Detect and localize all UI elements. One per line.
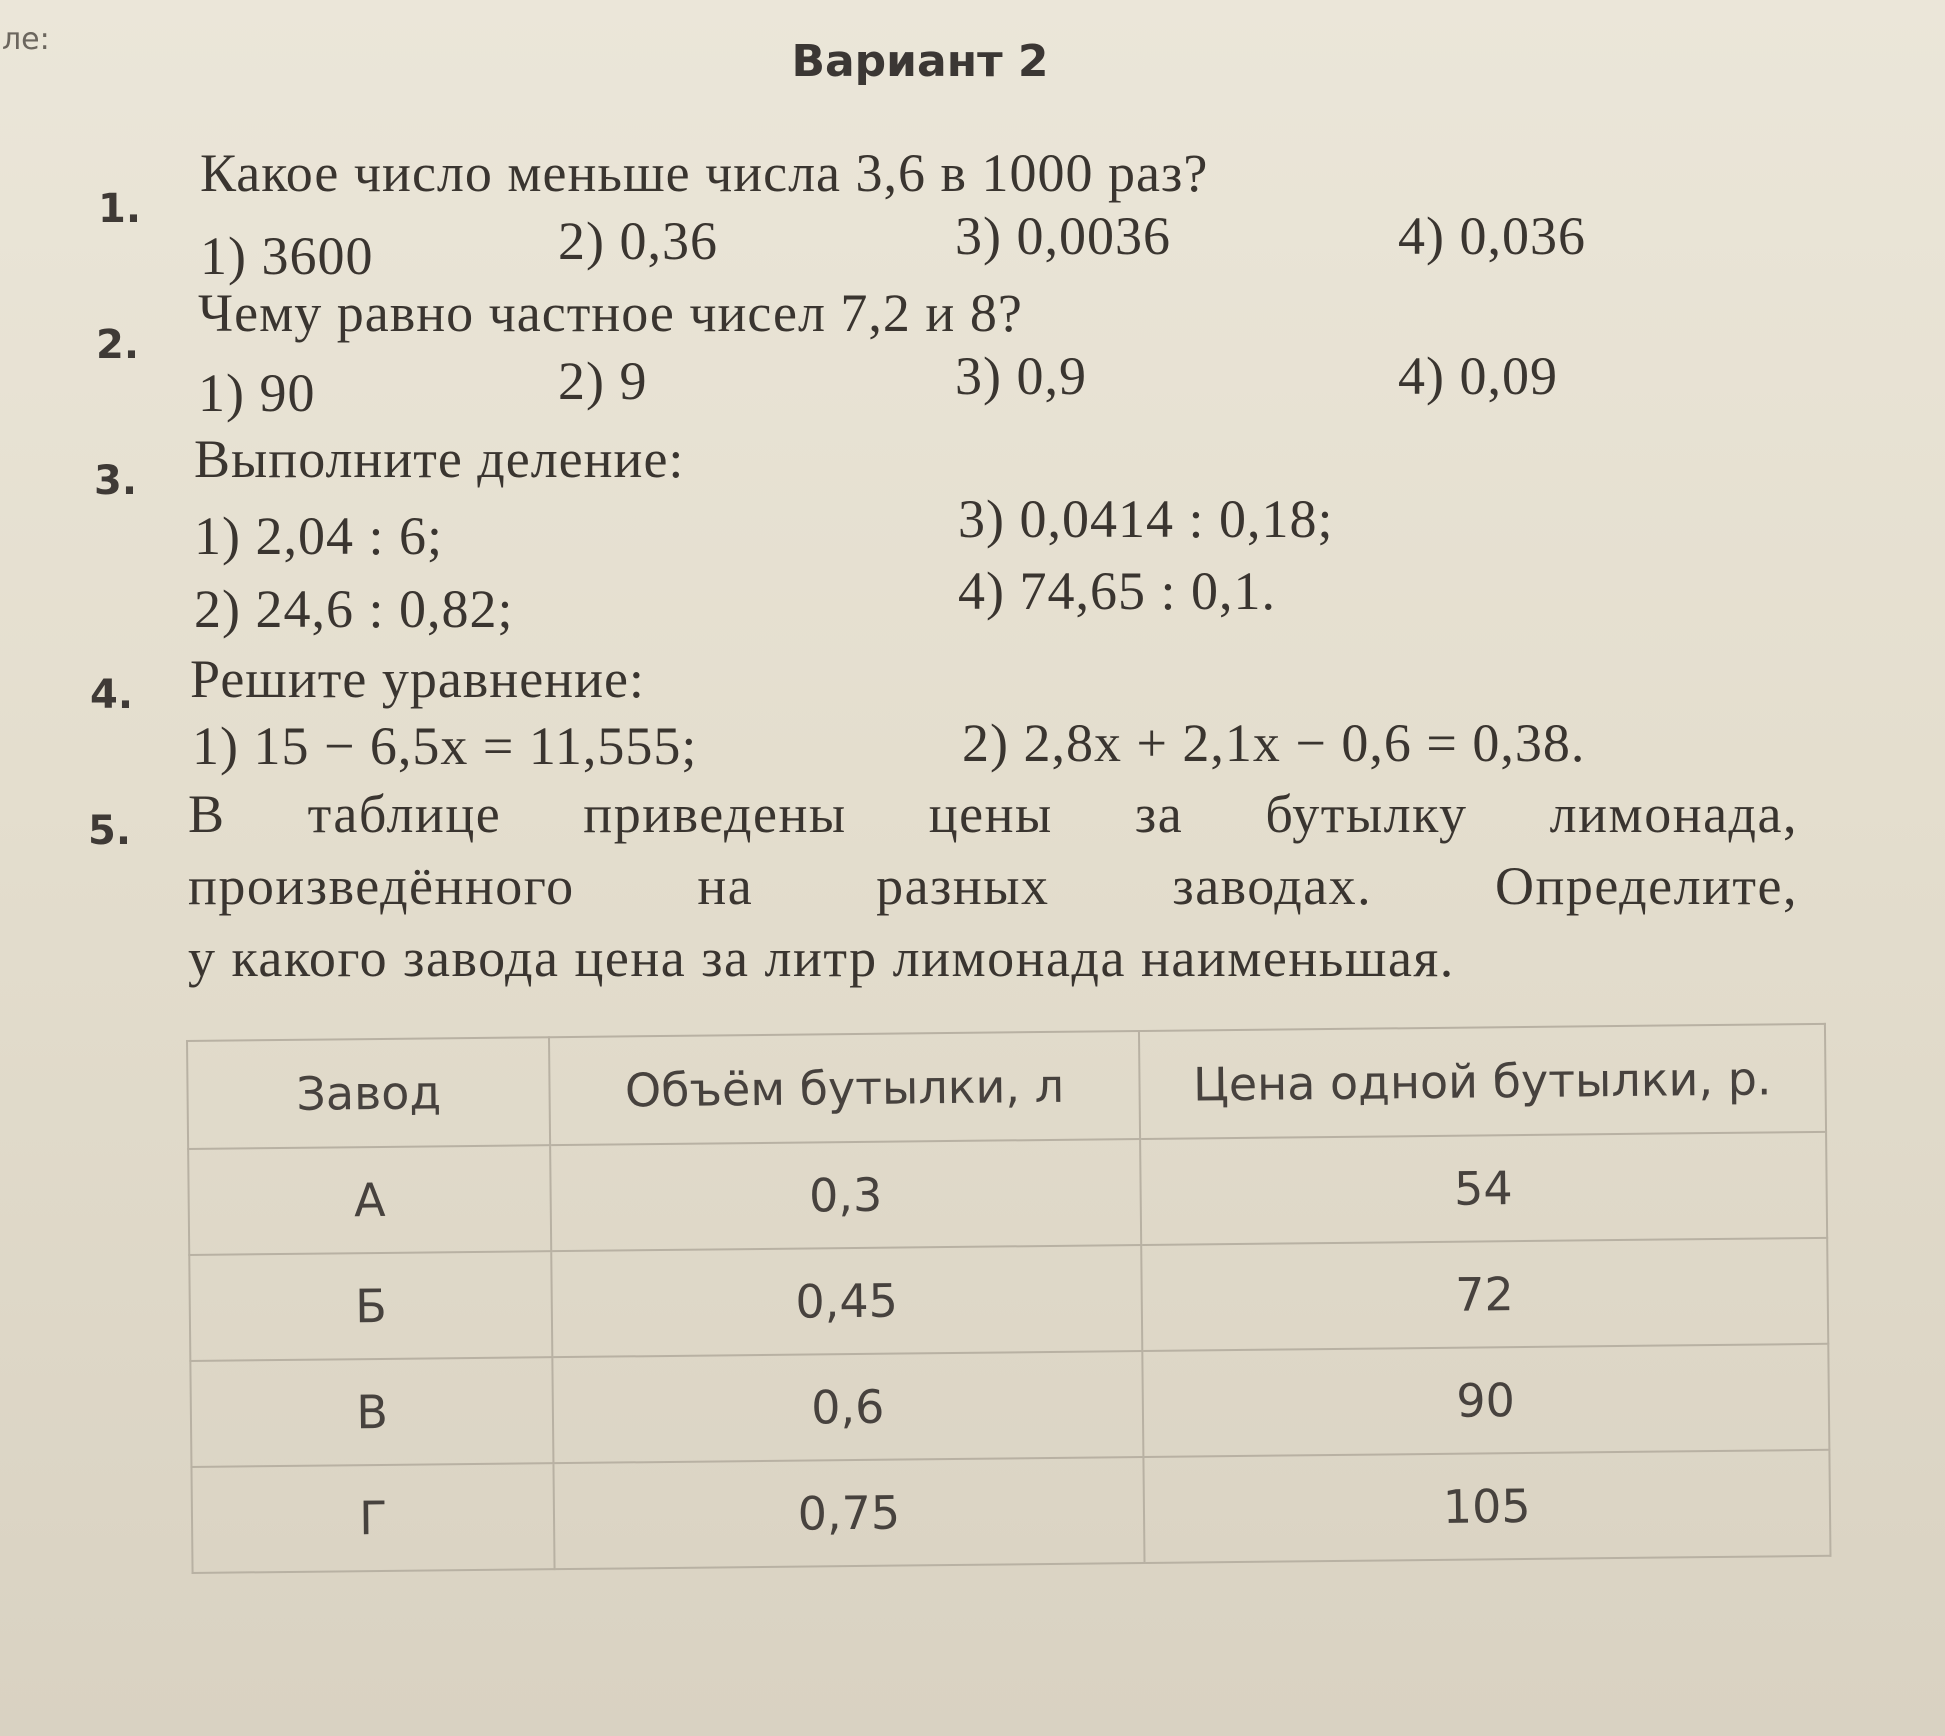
table-row: [188, 1132, 1827, 1255]
question-3-option-2: 2) 24,6 : 0,82;: [194, 579, 514, 639]
cell-volume: 0,45: [552, 1245, 1142, 1357]
question-1-option-2: 2) 0,36: [558, 211, 718, 271]
question-3-option-3: 3) 0,0414 : 0,18;: [958, 489, 1334, 549]
cell-price: 105: [1143, 1450, 1831, 1563]
cell-factory: В: [190, 1357, 553, 1467]
question-4-option-1: 1) 15 − 6,5x = 11,555;: [192, 716, 698, 776]
cell-volume: 0,75: [554, 1457, 1144, 1569]
question-4-option-2: 2) 2,8x + 2,1x − 0,6 = 0,38.: [962, 713, 1586, 773]
question-3-text: Выполните деление:: [194, 429, 685, 489]
question-4-text: Решите уравнение:: [190, 649, 645, 709]
table-header-row: [187, 1024, 1826, 1149]
header-bottle-price: Цена одной бутылки, р.: [1138, 1024, 1826, 1139]
cell-volume: 0,3: [550, 1139, 1140, 1251]
lemonade-price-table: [186, 1023, 1832, 1574]
page-title: Вариант 2: [791, 36, 1049, 87]
question-2-option-2: 2) 9: [558, 351, 648, 411]
question-5-line-2: произведённого на разных заводах. Определите,: [188, 856, 1798, 916]
header-factory: Завод: [187, 1037, 550, 1149]
header-bottle-volume: Объём бутылки, л: [549, 1031, 1139, 1145]
question-5-line-3: у какого завода цена за литр лимонада наименьшая.: [188, 928, 1455, 988]
cell-factory: Г: [191, 1463, 554, 1573]
table-row: [189, 1238, 1828, 1361]
question-2-option-4: 4) 0,09: [1398, 346, 1558, 406]
question-1-text: Какое число меньше числа 3,6 в 1000 раз?: [200, 143, 1209, 203]
question-5-line-1: В таблице приведены цены за бутылку лимонада,: [188, 784, 1798, 844]
corner-fragment: ле:: [2, 22, 50, 57]
table-row: [190, 1344, 1829, 1467]
cell-price: 54: [1140, 1132, 1828, 1245]
cell-price: 90: [1142, 1344, 1830, 1457]
question-2-option-1: 1) 90: [198, 363, 316, 423]
question-3-number: 3.: [94, 458, 138, 504]
question-5-number: 5.: [88, 808, 132, 854]
question-1-option-3: 3) 0,0036: [955, 206, 1171, 266]
question-4-number: 4.: [90, 672, 134, 718]
question-3-option-1: 1) 2,04 : 6;: [194, 506, 443, 566]
question-1-option-4: 4) 0,036: [1398, 206, 1586, 266]
table-row: [191, 1450, 1830, 1573]
cell-volume: 0,6: [553, 1351, 1143, 1463]
question-1-number: 1.: [98, 186, 142, 232]
cell-factory: А: [188, 1145, 551, 1255]
question-2-option-3: 3) 0,9: [955, 346, 1087, 406]
question-3-option-4: 4) 74,65 : 0,1.: [958, 561, 1276, 621]
question-1-option-1: 1) 3600: [200, 226, 374, 286]
question-2-text: Чему равно частное чисел 7,2 и 8?: [198, 283, 1023, 343]
question-5-text: [188, 778, 1798, 994]
question-2-number: 2.: [96, 322, 140, 368]
cell-price: 72: [1141, 1238, 1829, 1351]
cell-factory: Б: [189, 1251, 552, 1361]
